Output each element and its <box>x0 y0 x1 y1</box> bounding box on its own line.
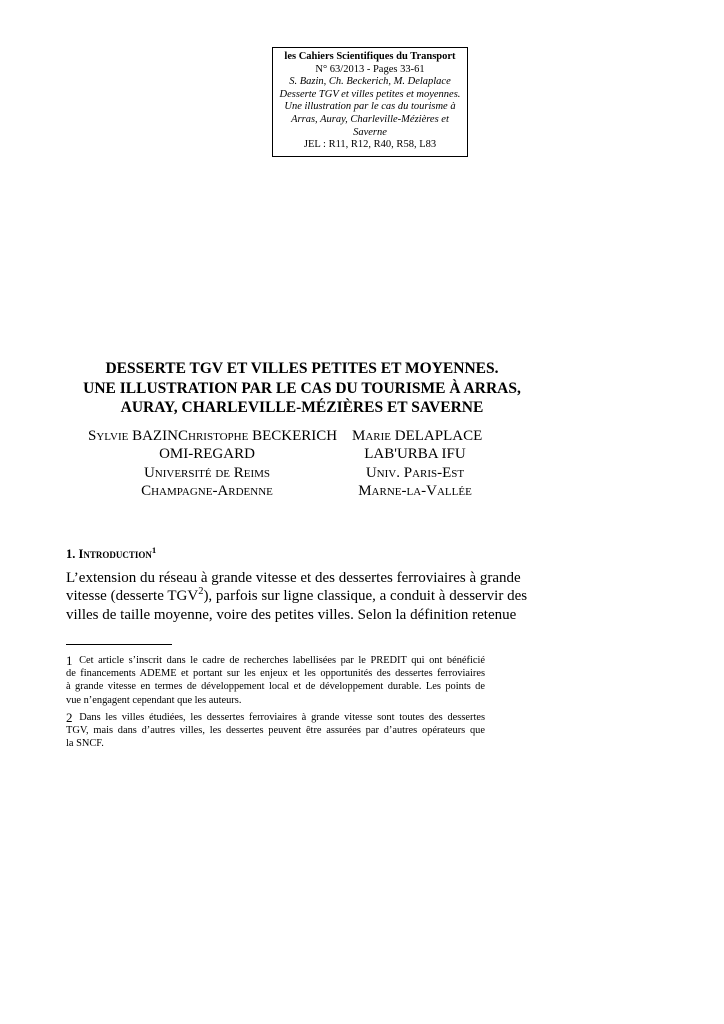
journal-header-box <box>272 47 468 157</box>
header-title-line: Une illustration par le cas du tourisme à <box>284 101 456 113</box>
affiliation-university: Univ. Paris-Est <box>365 464 465 481</box>
header-title-line: Arras, Auray, Charleville-Mézières et <box>291 113 449 125</box>
footnote-number: 1 <box>66 653 73 668</box>
affiliation-university: Université de Reims <box>143 464 271 481</box>
header-title-line: Saverne <box>353 126 387 138</box>
affiliation-region: Champagne-Ardenne <box>141 483 273 499</box>
body-line: L’extension du réseau à grande vitesse et des dessertes ferroviaires à grande <box>66 570 521 586</box>
paper-title-line: UNE ILLUSTRATION PAR LE CAS DU TOURISME À ARRAS, <box>83 379 521 397</box>
paper-title-line: DESSERTE TGV ET VILLES PETITES ET MOYENNES. <box>105 360 499 377</box>
author-sylvie-bazin: Sylvie BAZIN <box>88 428 178 444</box>
footnote-ref: 1 <box>151 544 157 555</box>
journal-issue: N° 63/2013 - Pages 33-61 <box>315 63 425 75</box>
footnote-2: 2 Dans les villes étudiées, les dessertes ferroviaires à grande vitesse sont toutes des dessertes TGV, mais dans d’autres villes, les dessertes peuvent être assurées par d’autres opérateurs que la SNCF. <box>66 710 485 750</box>
body-paragraph <box>66 569 528 624</box>
footnote-separator <box>66 644 172 645</box>
affiliation-left <box>126 445 288 501</box>
header-title-line: Desserte TGV et villes petites et moyennes. <box>279 88 461 100</box>
paper-title <box>60 359 544 418</box>
affiliation-lab: LAB'URBA IFU <box>364 446 466 462</box>
author-marie-delaplace: Marie DELAPLACE <box>352 428 483 444</box>
footnote-ref: 2 <box>198 586 204 598</box>
body-line: villes de taille moyenne, voire des petites villes. Selon la définition retenue <box>66 606 517 623</box>
affiliation-lab: OMI-REGARD <box>159 446 255 462</box>
section-number: 1. <box>66 547 76 561</box>
footnote-1: 1 Cet article s’inscrit dans le cadre de recherches labellisées par le PREDIT qui ont bénéficié de financements ADEME et portant sur les enjeux et les opportunités des dessertes ferroviaires à grande vitesse en termes de développement local et de développement durable. Les points de vue n’engagent cependant que les auteurs. <box>66 653 485 706</box>
section-heading-introduction <box>66 544 157 562</box>
header-authors: S. Bazin, Ch. Beckerich, M. Delaplace <box>289 76 451 88</box>
footnote-number: 2 <box>66 710 73 725</box>
jel-codes: JEL : R11, R12, R40, R58, L83 <box>303 139 437 151</box>
paper-title-line: AURAY, CHARLEVILLE-MÉZIÈRES ET SAVERNE <box>120 399 484 416</box>
journal-name: les Cahiers Scientifiques du Transport <box>284 51 456 62</box>
body-line: vitesse (desserte TGV$^2$), parfois sur ligne classique, a conduit à desservir des <box>66 586 528 605</box>
affiliation-right <box>352 445 478 501</box>
section-label: Introduction <box>78 547 152 561</box>
author-christophe-beckerich: Christophe BECKERICH <box>178 428 338 444</box>
affiliation-location: Marne-la-Vallée <box>358 483 472 499</box>
